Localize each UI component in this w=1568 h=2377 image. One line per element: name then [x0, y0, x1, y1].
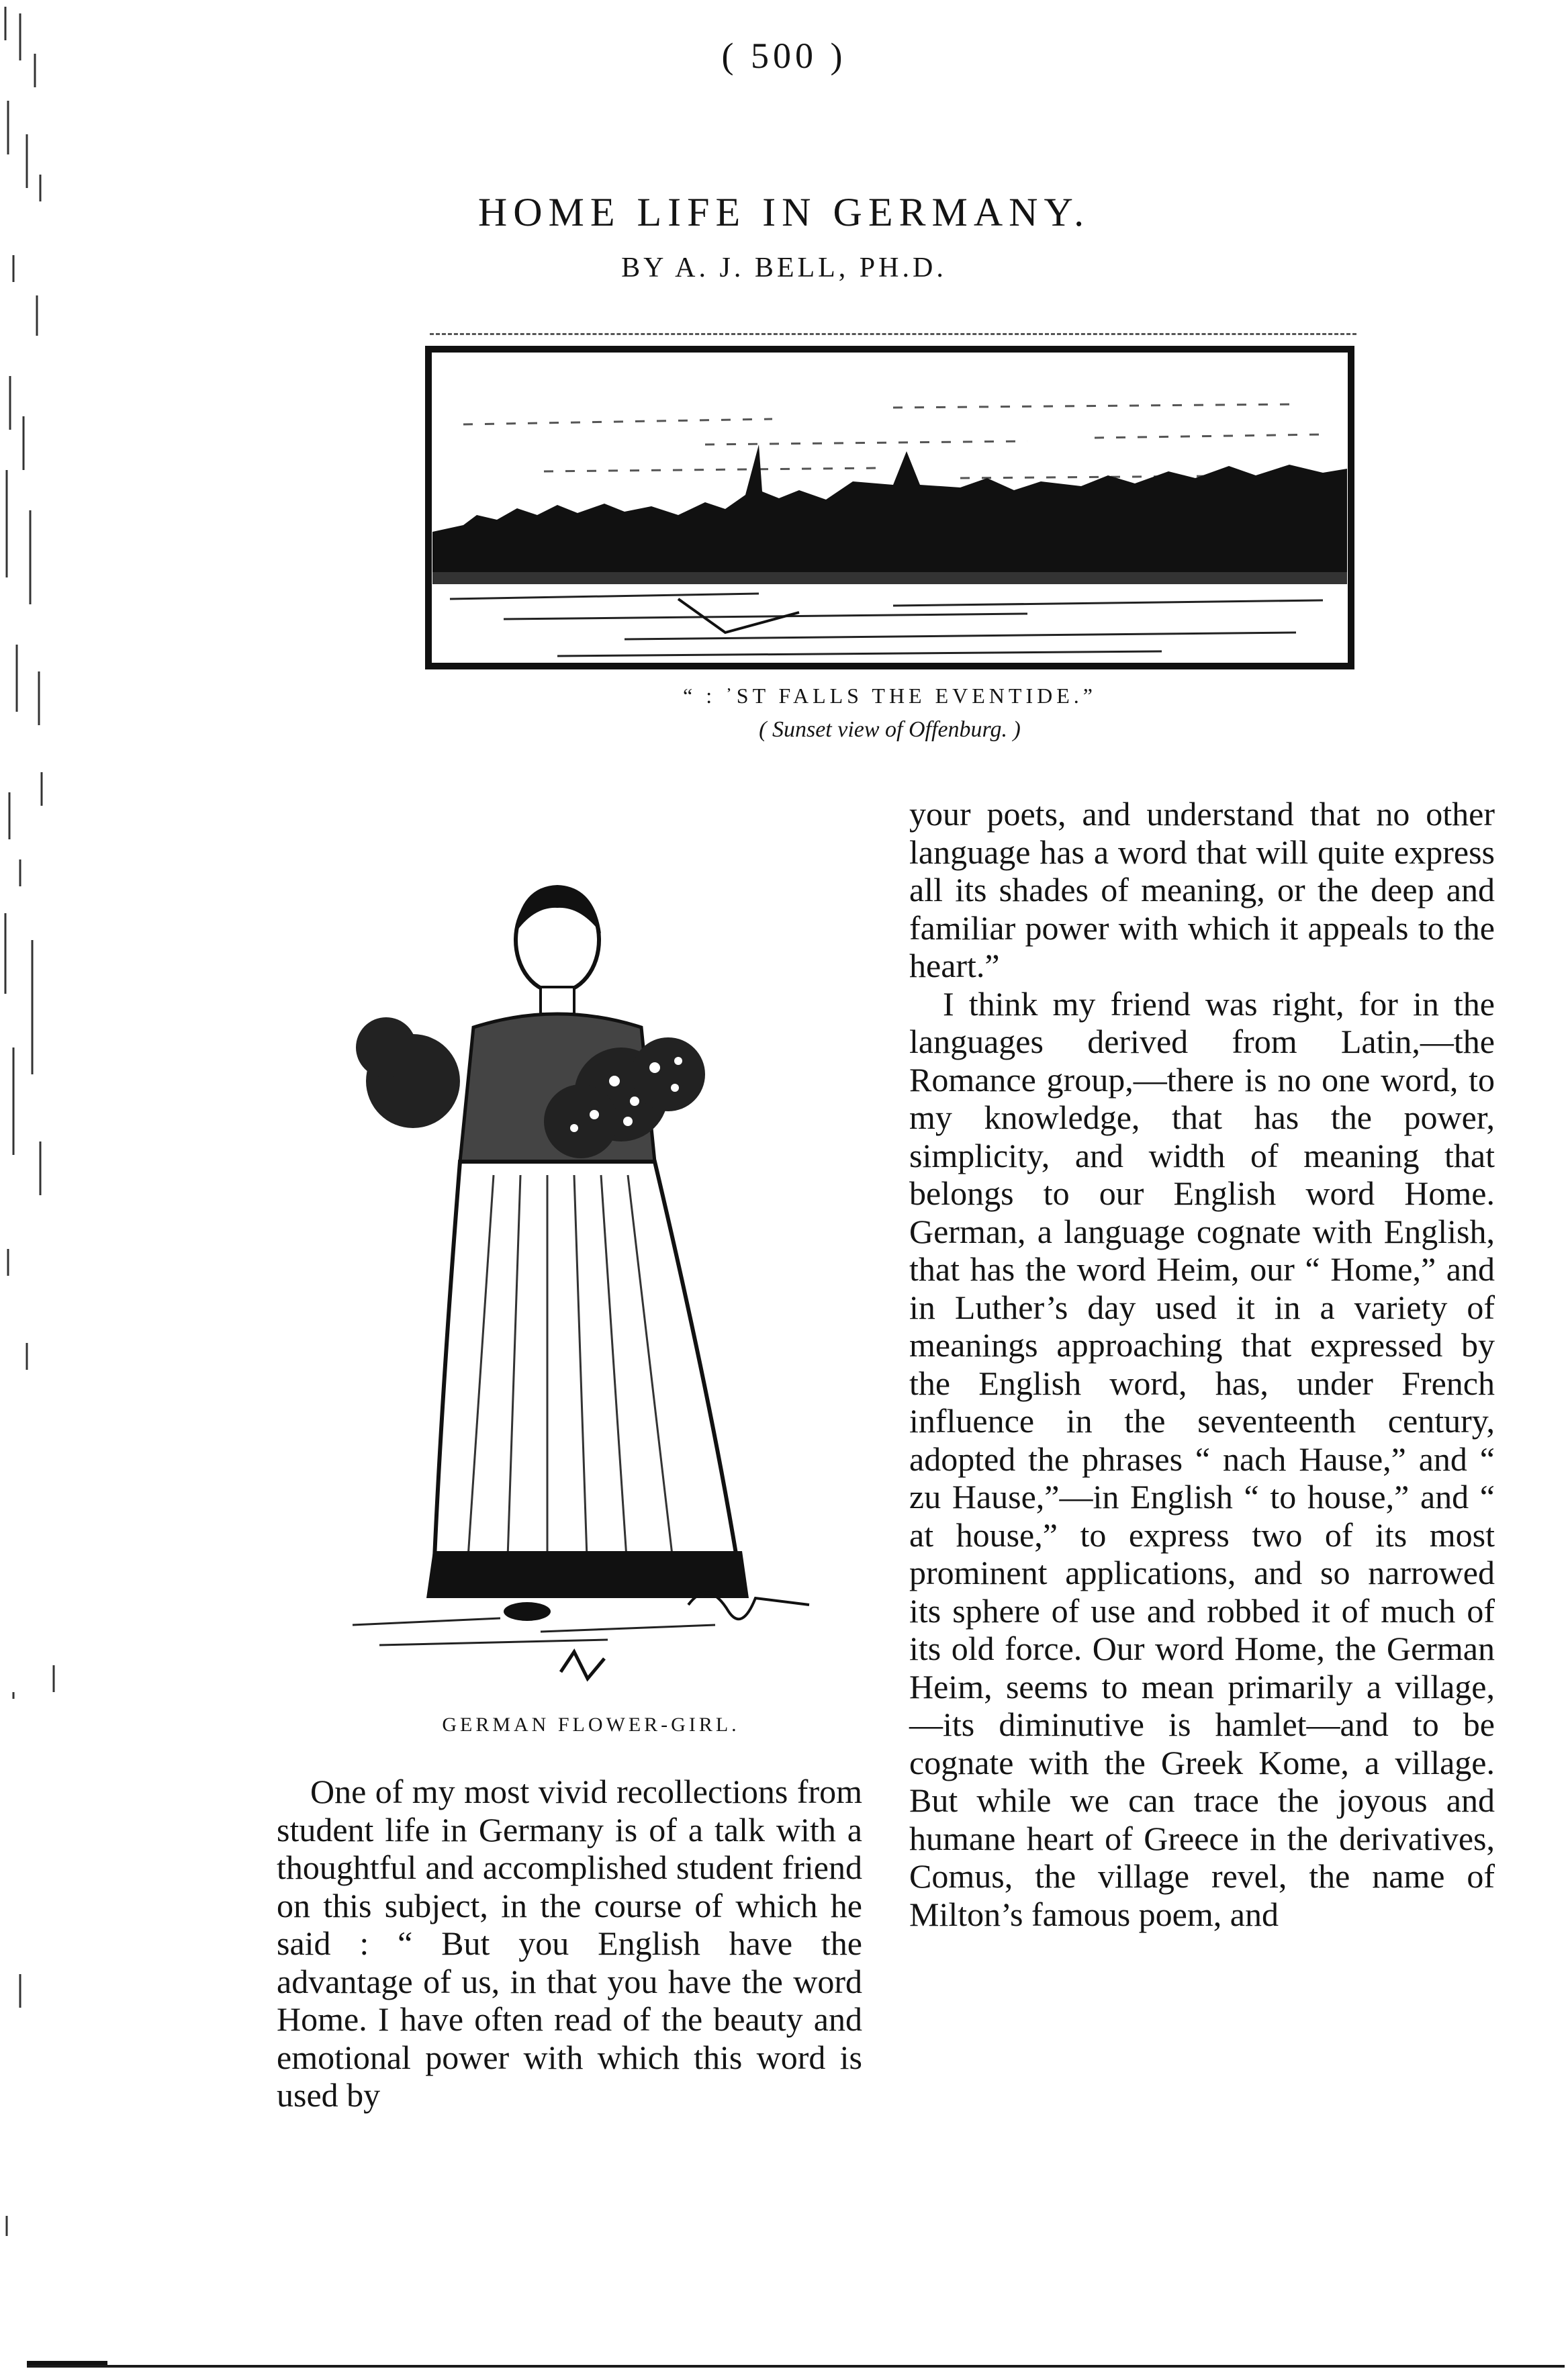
left-paragraph: One of my most vivid recollections from student life in Germany is of a talk with a thoughtful and accomplished student friend on this subject, in the course of which he said : “ But you English have the advantage of us, in that you have the word Home. I have often read of the beauty and emotional power with which this word is used by [277, 1773, 862, 2114]
landscape-engraving [423, 344, 1356, 671]
flower-girl-engraving [339, 880, 863, 1706]
article-title: HOME LIFE IN GERMANY. [477, 190, 1091, 235]
right-column [909, 795, 1495, 1933]
header-rule [430, 333, 1356, 335]
bottom-rule [27, 2365, 1565, 2368]
article-byline: BY A. J. BELL, PH.D. [621, 252, 947, 283]
flower-girl-caption: GERMAN FLOWER-GIRL. [442, 1714, 740, 1736]
landscape-subcaption: ( Sunset view of Offenburg. ) [759, 717, 1021, 742]
right-paragraph: I think my friend was right, for in the languages derived from Latin,—the Romance group,—there is no one word, to my knowledge, that has the power, simplicity, and width of meaning that belongs to our English word Home. German, a language cognate with English, that has the word Heim, our “ Home,” and in Luther’s day used it in a variety of meanings approaching that expressed by the English word, has, under French influence in the seventeenth century, adopted the phrases “ nach Hause,” and “ zu Hause,”—in English “ to house,” and “ at house,” to express two of its most prominent applications, and so narrowed its sphere of use and robbed it of much of its old force. Our word Home, the German Heim, seems to mean primarily a village,—its diminutive is hamlet—and to be cognate with the Greek Kome, a village. But while we can trace the joyous and humane heart of Greece in the derivatives, Comus, the village revel, the name of Milton’s famous poem, and [909, 984, 1495, 1933]
right-paragraph-continued: your poets, and understand that no other language has a word that will quite express all its shades of meaning, or the deep and familiar power with which it appeals to the heart.” [909, 795, 1495, 984]
left-column [277, 1773, 862, 2114]
scan-margin-specks [0, 0, 60, 2377]
page-number: ( 500 ) [721, 36, 847, 76]
landscape-caption: “ : ᾽ST FALLS THE EVENTIDE.” [683, 684, 1097, 708]
